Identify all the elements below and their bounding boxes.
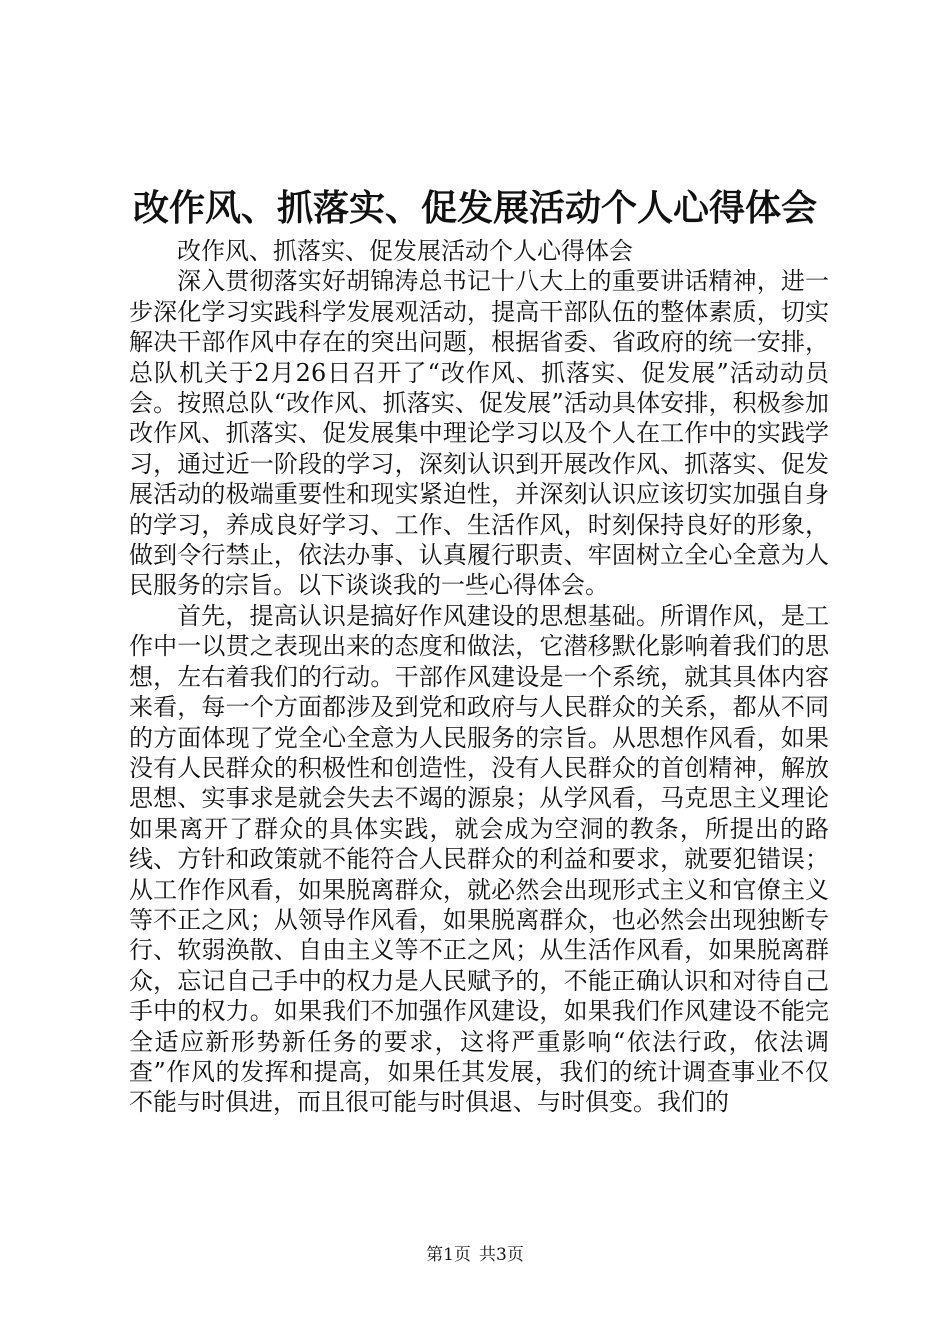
document-body [129, 236, 829, 1118]
body-paragraph-intro: 深入贯彻落实好胡锦涛总书记十八大上的重要讲话精神，进一步深化学习实践科学发展观活动，提高干部队伍的整体素质，切实解决干部作风中存在的突出问题，根据省委、省政府的统一安排，总队机关于2月26日召开了“改作风、抓落实、促发展”活动动员会。按照总队“改作风、抓落实、促发展”活动具体安排，积极参加改作风、抓落实、促发展集中理论学习以及个人在工作中的实践学习，通过近一阶段的学习，深刻认识到开展改作风、抓落实、促发展活动的极端重要性和现实紧迫性，并深刻认识应该切实加强自身的学习，养成良好学习、工作、生活作风，时刻保持良好的形象，做到令行禁止，依法办事、认真履行职责、牢固树立全心全意为人民服务的宗旨。以下谈谈我的一些心得体会。 [129, 267, 829, 600]
body-paragraph-first-point: 首先，提高认识是搞好作风建设的思想基础。所谓作风，是工作中一以贯之表现出来的态度和做法，它潜移默化影响着我们的思想，左右着我们的行动。干部作风建设是一个系统，就其具体内容来看，每一个方面都涉及到党和政府与人民群众的关系，都从不同的方面体现了党全心全意为人民服务的宗旨。从思想作风看，如果没有人民群众的积极性和创造性，没有人民群众的首创精神，解放思想、实事求是就会失去不竭的源泉；从学风看，马克思主义理论如果离开了群众的具体实践，就会成为空洞的教条，所提出的路线、方针和政策就不能符合人民群众的利益和要求，就要犯错误；从工作作风看，如果脱离群众，就必然会出现形式主义和官僚主义等不正之风；从领导作风看，如果脱离群众，也必然会出现独断专行、软弱涣散、自由主义等不正之风；从生活作风看，如果脱离群众，忘记自己手中的权力是人民赋予的，不能正确认识和对待自己手中的权力。如果我们不加强作风建设，如果我们作风建设不能完全适应新形势新任务的要求，这将严重影响“依法行政，依法调查”作风的发挥和提高，如果任其发展，我们的统计调查事业不仅不能与时俱进，而且很可能与时俱退、与时俱变。我们的 [129, 601, 829, 1117]
page-footer [0, 1244, 950, 1266]
page-total: 共3页 [479, 1245, 524, 1265]
document-title: 改作风、抓落实、促发展活动个人心得体会 [132, 187, 817, 229]
page-number: 第1页 [426, 1245, 471, 1265]
subtitle-paragraph: 改作风、抓落实、促发展活动个人心得体会 [177, 237, 633, 265]
